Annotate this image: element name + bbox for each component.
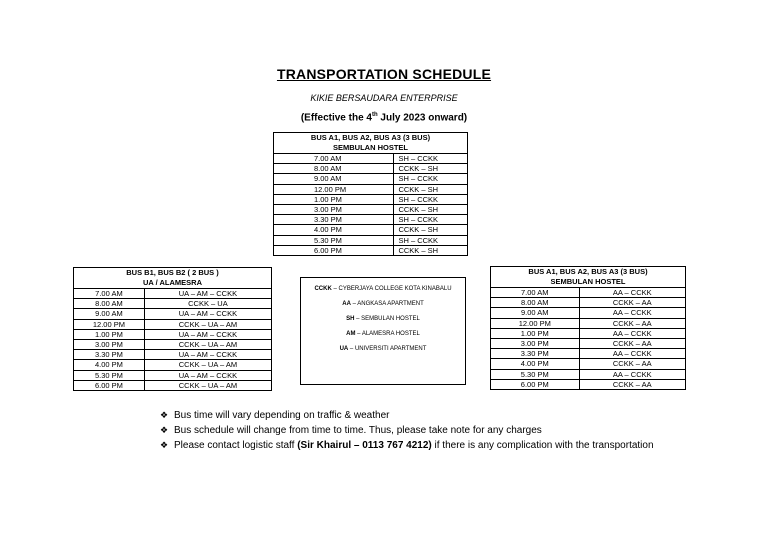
legend-desc: ANGKASA APARTMENT — [357, 301, 424, 307]
effective-date — [0, 112, 768, 123]
schedule-table-sembulan-right — [490, 266, 686, 390]
time-cell: 6.00 PM — [74, 380, 145, 390]
table-row — [274, 204, 468, 214]
table-row — [274, 154, 468, 164]
table-row — [74, 309, 272, 319]
legend-desc: SEMBULAN HOSTEL — [361, 316, 420, 322]
time-cell: 8.00 AM — [274, 164, 394, 174]
route-cell: UA – AM – CCKK — [144, 350, 271, 360]
schedule-table-sembulan-top — [273, 132, 468, 256]
route-cell: AA – CCKK — [579, 328, 685, 338]
route-cell: CCKK – SH — [394, 245, 468, 255]
route-cell: SH – CCKK — [394, 154, 468, 164]
route-cell: CCKK – AA — [579, 379, 685, 389]
diamond-bullet-icon: ❖ — [160, 410, 169, 420]
note-text: Please contact logistic staff — [174, 440, 298, 451]
note-text-after: if there is any complication with the transportation — [431, 440, 654, 451]
effective-sup: th — [371, 112, 378, 118]
note-item — [160, 438, 680, 453]
table-row — [274, 235, 468, 245]
table-row — [491, 359, 686, 369]
table-row — [491, 288, 686, 298]
legend-separator: – — [348, 346, 355, 352]
table-heading-line2: UA / ALAMESRA — [142, 278, 203, 287]
table-row — [274, 245, 468, 255]
table-row — [74, 319, 272, 329]
notes-list — [160, 408, 680, 453]
diamond-bullet-icon: ❖ — [160, 425, 169, 435]
legend-separator: – — [331, 286, 339, 292]
note-contact: (Sir Khairul – 0113 767 4212) — [297, 440, 432, 451]
note-item — [160, 408, 680, 423]
legend-item — [301, 301, 465, 308]
time-cell: 7.00 AM — [274, 154, 394, 164]
route-cell: SH – CCKK — [394, 215, 468, 225]
route-cell: AA – CCKK — [579, 308, 685, 318]
abbreviation-legend — [300, 277, 466, 385]
table-row — [491, 379, 686, 389]
route-cell: AA – CCKK — [579, 288, 685, 298]
table-row — [491, 369, 686, 379]
time-cell: 8.00 AM — [491, 298, 580, 308]
document-title: TRANSPORTATION SCHEDULE — [276, 66, 492, 82]
route-cell: UA – AM – CCKK — [144, 309, 271, 319]
table-row — [74, 370, 272, 380]
route-cell: AA – CCKK — [579, 349, 685, 359]
time-cell: 4.00 PM — [74, 360, 145, 370]
time-cell: 3.00 PM — [491, 338, 580, 348]
time-cell: 4.00 PM — [491, 359, 580, 369]
legend-item — [301, 286, 465, 293]
time-cell: 3.00 PM — [274, 204, 394, 214]
legend-separator: – — [354, 316, 362, 322]
route-cell: CCKK – UA – AM — [144, 339, 271, 349]
route-cell: UA – AM – CCKK — [144, 289, 271, 299]
time-cell: 9.00 AM — [274, 174, 394, 184]
time-cell: 6.00 PM — [274, 245, 394, 255]
table-row — [274, 174, 468, 184]
table-row — [491, 318, 686, 328]
company-name: KIKIE BERSAUDARA ENTERPRISE — [310, 93, 458, 103]
legend-separator: – — [355, 331, 362, 337]
time-cell: 3.00 PM — [74, 339, 145, 349]
table-row — [491, 308, 686, 318]
legend-code: UA — [339, 346, 349, 352]
time-cell: 3.30 PM — [491, 349, 580, 359]
table-row — [74, 329, 272, 339]
time-cell: 12.00 PM — [274, 184, 394, 194]
time-cell: 4.00 PM — [274, 225, 394, 235]
table-row — [74, 299, 272, 309]
time-cell: 8.00 AM — [74, 299, 145, 309]
table-heading — [274, 133, 468, 154]
table-heading — [74, 268, 272, 289]
route-cell: SH – CCKK — [394, 235, 468, 245]
time-cell: 1.00 PM — [74, 329, 145, 339]
table-heading-line1: BUS A1, BUS A2, BUS A3 (3 BUS) — [528, 267, 648, 276]
legend-item — [301, 346, 465, 353]
time-cell: 1.00 PM — [274, 194, 394, 204]
route-cell: SH – CCKK — [394, 174, 468, 184]
table-row — [74, 339, 272, 349]
table-heading-line2: SEMBULAN HOSTEL — [333, 143, 408, 152]
schedule-table-alamesra — [73, 267, 272, 391]
table-row — [74, 360, 272, 370]
table-row — [491, 349, 686, 359]
time-cell: 12.00 PM — [74, 319, 145, 329]
table-heading-line1: BUS A1, BUS A2, BUS A3 (3 BUS) — [310, 133, 431, 142]
table-row — [74, 350, 272, 360]
route-cell: CCKK – AA — [579, 298, 685, 308]
time-cell: 5.30 PM — [74, 370, 145, 380]
time-cell: 12.00 PM — [491, 318, 580, 328]
route-cell: CCKK – AA — [579, 359, 685, 369]
route-cell: UA – AM – CCKK — [144, 329, 271, 339]
route-cell: CCKK – UA – AM — [144, 380, 271, 390]
time-cell: 7.00 AM — [74, 289, 145, 299]
time-cell: 1.00 PM — [491, 328, 580, 338]
table-row — [274, 215, 468, 225]
legend-code: SH — [346, 316, 355, 322]
route-cell: SH – CCKK — [394, 194, 468, 204]
legend-code: AA — [342, 301, 351, 307]
route-cell: CCKK – SH — [394, 204, 468, 214]
table-row — [274, 164, 468, 174]
route-cell: CCKK – UA — [144, 299, 271, 309]
time-cell: 5.30 PM — [274, 235, 394, 245]
legend-desc: UNIVERSITI APARTMENT — [354, 346, 427, 352]
time-cell: 5.30 PM — [491, 369, 580, 379]
route-cell: CCKK – AA — [579, 338, 685, 348]
table-row — [491, 338, 686, 348]
time-cell: 7.00 AM — [491, 288, 580, 298]
legend-item — [301, 331, 465, 338]
time-cell: 3.30 PM — [74, 350, 145, 360]
route-cell: CCKK – UA – AM — [144, 319, 271, 329]
route-cell: UA – AM – CCKK — [144, 370, 271, 380]
legend-code: AM — [346, 331, 356, 337]
route-cell: CCKK – SH — [394, 225, 468, 235]
route-cell: CCKK – SH — [394, 164, 468, 174]
diamond-bullet-icon: ❖ — [160, 440, 169, 450]
table-heading-line1: BUS B1, BUS B2 ( 2 BUS ) — [126, 268, 219, 277]
note-text: Bus time will vary depending on traffic & weather — [174, 410, 390, 421]
route-cell: AA – CCKK — [579, 369, 685, 379]
time-cell: 3.30 PM — [274, 215, 394, 225]
effective-pre: (Effective the 4 — [300, 112, 372, 124]
note-item — [160, 423, 680, 438]
route-cell: CCKK – SH — [394, 184, 468, 194]
table-row — [74, 380, 272, 390]
table-heading-line2: SEMBULAN HOSTEL — [550, 277, 626, 286]
table-row — [274, 184, 468, 194]
legend-item — [301, 316, 465, 323]
legend-desc: ALAMESRA HOSTEL — [361, 331, 420, 337]
table-heading — [491, 267, 686, 288]
time-cell: 6.00 PM — [491, 379, 580, 389]
table-row — [74, 289, 272, 299]
route-cell: CCKK – AA — [579, 318, 685, 328]
time-cell: 9.00 AM — [491, 308, 580, 318]
table-row — [491, 298, 686, 308]
route-cell: CCKK – UA – AM — [144, 360, 271, 370]
legend-desc: CYBERJAYA COLLEGE KOTA KINABALU — [338, 286, 452, 292]
table-row — [274, 225, 468, 235]
note-text: Bus schedule will change from time to time. Thus, please take note for any charges — [174, 425, 542, 436]
legend-code: CCKK — [314, 286, 332, 292]
legend-separator: – — [350, 301, 358, 307]
effective-post: July 2023 onward) — [377, 112, 468, 124]
table-row — [274, 194, 468, 204]
table-row — [491, 328, 686, 338]
time-cell: 9.00 AM — [74, 309, 145, 319]
